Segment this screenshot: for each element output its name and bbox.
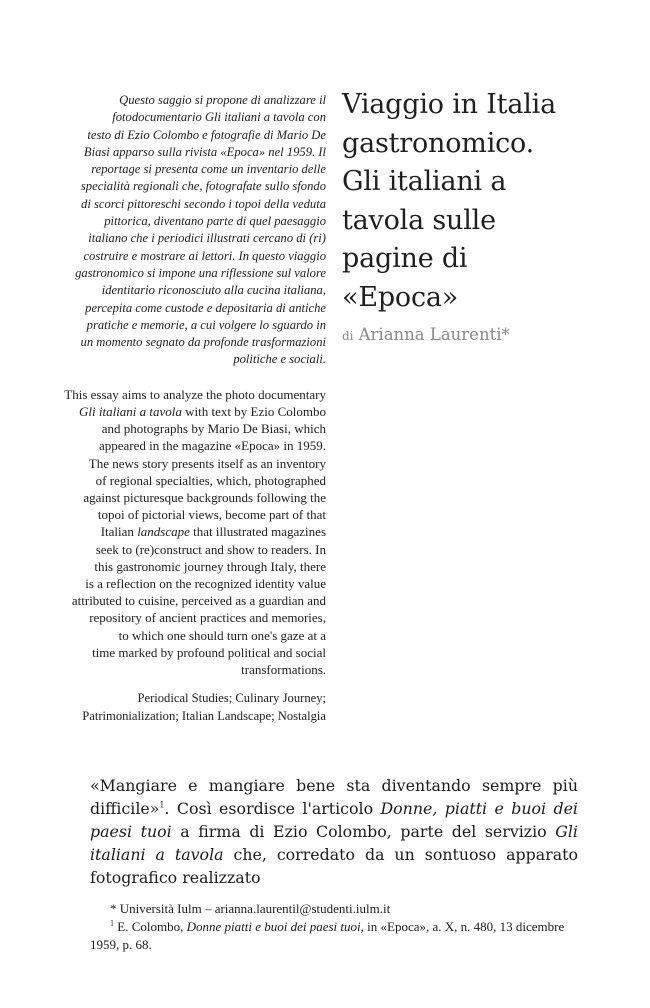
abstract-it-line: pittorica, diventano parte di quel paesaggio xyxy=(104,214,326,229)
abstract-en-line: topoi of pictorial views, become part of that xyxy=(97,507,326,523)
footnotes xyxy=(90,900,578,954)
title-line: Viaggio in Italia xyxy=(342,89,556,120)
title-line: tavola sulle xyxy=(342,204,496,236)
footnote-number: 1 xyxy=(110,918,114,928)
abstract-it-line: fotodocumentario Gli italiani a tavola con xyxy=(112,110,326,125)
article-header xyxy=(342,86,642,344)
abstract-english xyxy=(30,386,326,678)
footnote-text: , in «Epoca», a. X, n. 480, 13 dicembre 1959, p. 68. xyxy=(90,919,565,952)
abstract-column xyxy=(30,92,326,725)
abstract-en-line: appeared in the magazine «Epoca» in 1959. xyxy=(98,438,326,454)
author-prefix: di xyxy=(342,329,354,343)
body-paragraph xyxy=(90,774,578,889)
abstract-en-line: attributed to cuisine, perceived as a guardian and xyxy=(71,593,326,609)
author-byline xyxy=(342,325,642,344)
abstract-italian xyxy=(30,92,326,369)
abstract-it-line: Biasi apparso sulla rivista «Epoca» nel 1959. Il xyxy=(83,144,326,159)
author-name: Arianna Laurenti* xyxy=(358,325,510,344)
abstract-it-line: percepita come custode e depositaria di antiche xyxy=(85,300,326,315)
abstract-it-line: Questo saggio si propone di analizzare il xyxy=(119,93,326,107)
abstract-en-line: transformations. xyxy=(241,662,326,677)
title-line: Gli italiani a xyxy=(342,166,507,197)
emphasis-landscape: landscape xyxy=(137,524,190,540)
article-cited-title: Donne, piatti e buoi dei paesi tuoi xyxy=(90,799,578,841)
abstract-it-line: reportage si presenta come un inventario delle xyxy=(91,162,326,177)
abstract-en-line: this gastronomic journey through Italy, there xyxy=(94,558,326,574)
title-line: gastronomico. xyxy=(342,127,535,159)
abstract-it-line: testo di Ezio Colombo e fotografie di Mario De xyxy=(87,127,326,142)
abstract-en-line: This essay aims to analyze the photo documentary xyxy=(64,386,326,402)
article-title xyxy=(342,86,642,317)
abstract-en-line: against picturesque backgrounds following the xyxy=(83,489,326,505)
keywords-line: Patrimonialization; Italian Landscape; Nostalgia xyxy=(82,708,326,723)
abstract-it-line: politiche e sociali. xyxy=(233,352,326,367)
footnote-ref-1[interactable]: 1 xyxy=(159,800,165,810)
body-text-run: . Così esordisce l'articolo xyxy=(164,799,381,818)
abstract-en-line: is a reflection on the recognized identity value xyxy=(85,575,326,591)
abstract-en-line: and photographs by Mario De Biasi, which xyxy=(101,421,326,437)
abstract-en-line: repository of ancient practices and memories, xyxy=(89,610,326,626)
keywords xyxy=(30,690,326,725)
abstract-en-line: to which one should turn one's gaze at a xyxy=(118,627,326,643)
abstract-it-line: pratiche e memorie, a cui volgere lo sguardo in xyxy=(86,317,326,332)
title-line: «Epoca» xyxy=(342,281,459,313)
footnote-author-affiliation: * Università Iulm – arianna.laurentil@studenti.iulm.it xyxy=(110,901,391,916)
abstract-it-line: costruire e mostrare ai lettori. In questo viaggio xyxy=(83,248,326,263)
title-line: pagine di xyxy=(342,243,468,274)
footnote-text: E. Colombo, xyxy=(114,919,187,934)
abstract-en-line: time marked by profound political and social xyxy=(92,644,326,660)
footnote-1 xyxy=(90,918,578,954)
abstract-en-line: The news story presents itself as an inventory xyxy=(88,455,326,471)
magazine-feature-title: Gli italiani a tavola xyxy=(79,403,182,419)
abstract-en-line: seek to (re)construct and show to readers. In xyxy=(95,541,326,557)
abstract-it-line: di scorci pittoreschi secondo i topoi della veduta xyxy=(81,196,326,211)
abstract-it-line: identitario riconosciuto alla cucina italiana, xyxy=(101,283,326,298)
body-text-run: che, corredato da un sontuoso apparato fotografico realizzato xyxy=(90,845,578,887)
abstract-en-line: that illustrated magazines xyxy=(189,524,326,540)
feature-cited-title: Gli italiani a tavola xyxy=(90,822,578,864)
keywords-line: Periodical Studies; Culinary Journey; xyxy=(137,691,326,706)
opening-quote: «Mangiare e mangiare bene sta diventando sempre più difficile» xyxy=(90,776,578,818)
abstract-it-line: specialità regionali che, fotografate sullo sfondo xyxy=(80,179,326,194)
abstract-en-line: of regional specialties, which, photographed xyxy=(95,472,326,488)
abstract-it-line: italiano che i periodici illustrati cercano di (ri) xyxy=(88,231,326,246)
abstract-en-line: Italian xyxy=(100,524,138,540)
body-text-run: a firma di Ezio Colombo, parte del servizio xyxy=(171,822,556,841)
abstract-it-line: un momento segnato da profonde trasformazioni xyxy=(80,335,326,350)
abstract-it-line: gastronomico si impone una riflessione sul valore xyxy=(75,265,326,280)
footnote-cited-title: Donne piatti e buoi dei paesi tuoi xyxy=(186,919,361,934)
abstract-en-line: with text by Ezio Colombo xyxy=(181,403,326,419)
